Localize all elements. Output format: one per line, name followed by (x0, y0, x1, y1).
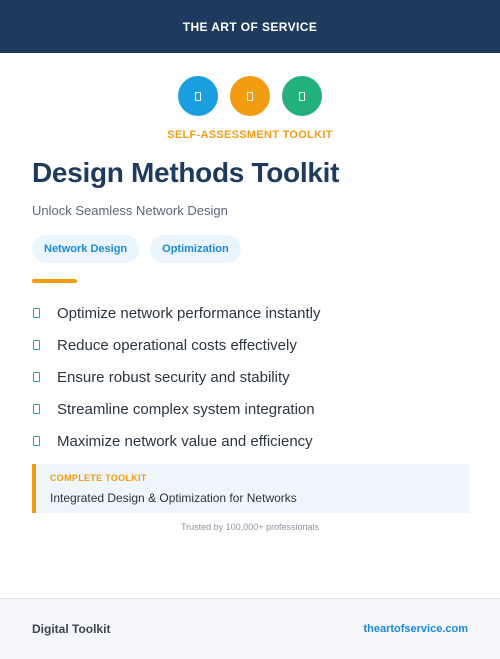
tag-network-design: Network Design (32, 235, 139, 263)
check-icon (33, 308, 40, 318)
header-bar (0, 0, 500, 53)
feature-item (32, 425, 472, 457)
check-icon (33, 436, 40, 446)
green-badge-icon (282, 76, 322, 116)
check-icon (33, 340, 40, 350)
feature-text: Reduce operational costs effectively (57, 336, 297, 354)
accent-divider (32, 279, 77, 283)
footer-label: Digital Toolkit (32, 622, 111, 636)
feature-item (32, 329, 472, 361)
toolkit-callout (32, 464, 469, 513)
kicker-label: SELF-ASSESSMENT TOOLKIT (167, 129, 333, 141)
tag-optimization: Optimization (150, 235, 241, 263)
blue-badge-icon (178, 76, 218, 116)
feature-text: Optimize network performance instantly (57, 304, 321, 322)
feature-text: Maximize network value and efficiency (57, 432, 313, 450)
feature-text: Streamline complex system integration (57, 400, 315, 418)
feature-item (32, 297, 472, 329)
callout-label: COMPLETE TOOLKIT (50, 473, 147, 483)
tag-list (32, 235, 241, 263)
page-subtitle: Unlock Seamless Network Design (32, 203, 228, 218)
icon-row (0, 76, 500, 116)
check-icon (33, 372, 40, 382)
orange-badge-icon (230, 76, 270, 116)
check-icon (33, 404, 40, 414)
feature-item (32, 361, 472, 393)
callout-text: Integrated Design & Optimization for Networks (50, 491, 297, 505)
feature-list (32, 297, 472, 457)
feature-text: Ensure robust security and stability (57, 368, 290, 386)
trust-note: Trusted by 100,000+ professionals (180, 522, 319, 532)
brand-title: THE ART OF SERVICE (182, 19, 318, 34)
feature-item (32, 393, 472, 425)
footer-website-link[interactable]: theartofservice.com (363, 623, 468, 635)
page-title: Design Methods Toolkit (32, 157, 340, 188)
footer-bar (0, 598, 500, 659)
